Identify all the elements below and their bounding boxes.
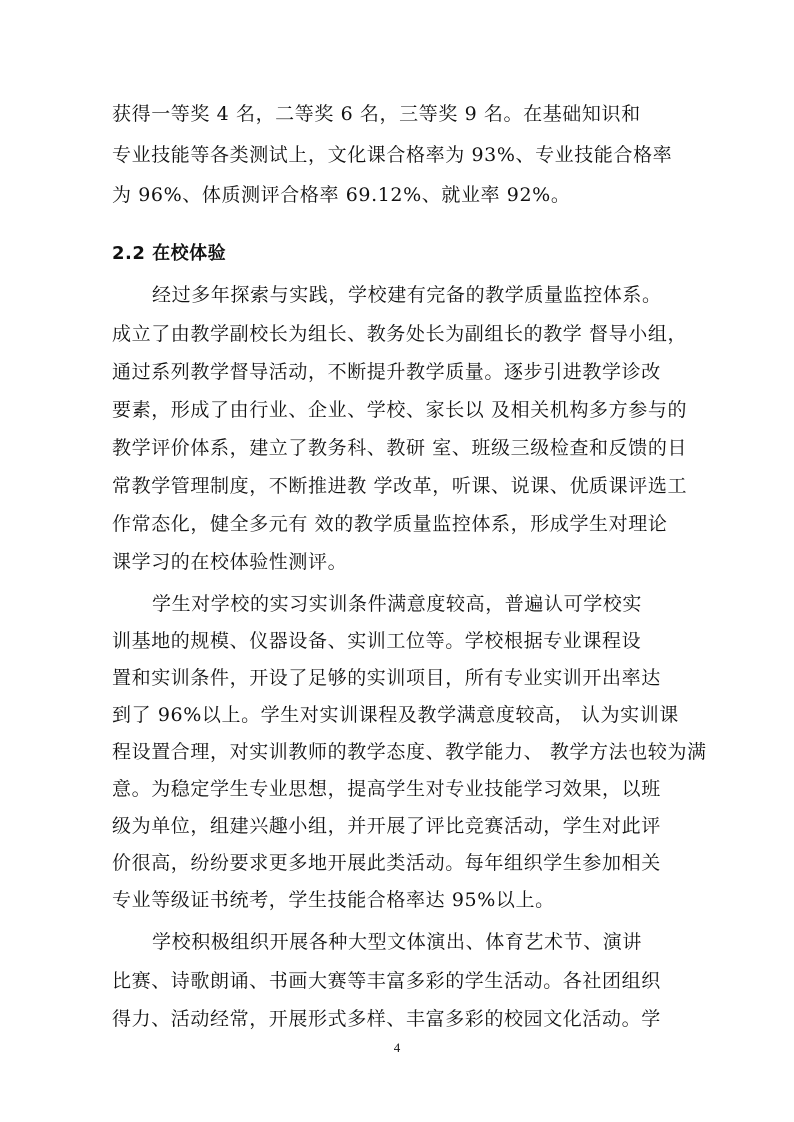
- paragraph-line: 训基地的规模、仪器设备、实训工位等。学校根据专业课程设: [112, 630, 642, 652]
- paragraph-line: 置和实训条件，开设了足够的实训项目，所有专业实训开出率达: [112, 667, 661, 689]
- section-heading: 2.2 在校体验: [112, 243, 227, 264]
- text-line: 专业技能等各类测试上，文化课合格率为 93%、专业技能合格率: [112, 144, 673, 166]
- paragraph-line: 成立了由教学副校长为组长、教务处长为副组长的教学 督导小组，: [112, 323, 688, 345]
- paragraph-line: 要素，形成了由行业、企业、学校、家长以 及相关机构多方参与的: [112, 399, 688, 421]
- paragraph-line: 学生对学校的实习实训条件满意度较高，普遍认可学校实: [152, 593, 643, 615]
- paragraph-line: 课学习的在校体验性测评。: [112, 551, 348, 573]
- paragraph-line: 级为单位，组建兴趣小组，并开展了评比竞赛活动，学生对此评: [112, 815, 661, 837]
- paragraph-line: 比赛、诗歌朗诵、书画大赛等丰富多彩的学生活动。各社团组织: [112, 970, 661, 992]
- paragraph-line: 意。为稳定学生专业思想，提高学生对专业技能学习效果，以班: [112, 778, 661, 800]
- text-line: 为 96%、体质测评合格率 69.12%、就业率 92%。: [112, 184, 571, 206]
- paragraph-line: 常教学管理制度，不断推进教 学改革，听课、说课、优质课评选工: [112, 475, 688, 497]
- paragraph-line: 程设置合理，对实训教师的教学态度、教学能力、 教学方法也较为满: [112, 741, 707, 763]
- page-number: 4: [393, 1040, 401, 1055]
- paragraph-line: 专业等级证书统考，学生技能合格率达 95%以上。: [112, 889, 555, 911]
- paragraph-line: 经过多年探索与实践，学校建有完备的教学质量监控体系。: [152, 284, 662, 306]
- paragraph-line: 学校积极组织开展各种大型文体演出、体育艺术节、演讲: [152, 931, 643, 953]
- paragraph-line: 到了 96%以上。学生对实训课程及教学满意度较高， 认为实训课: [112, 704, 679, 726]
- paragraph-line: 价很高，纷纷要求更多地开展此类活动。每年组织学生参加相关: [112, 852, 661, 874]
- paragraph-line: 通过系列教学督导活动，不断提升教学质量。逐步引进教学诊改: [112, 361, 661, 383]
- paragraph-line: 作常态化，健全多元有 效的教学质量监控体系，形成学生对理论: [112, 513, 668, 535]
- paragraph-line: 得力、活动经常，开展形式多样、丰富多彩的校园文化活动。学: [112, 1008, 661, 1030]
- paragraph-line: 教学评价体系，建立了教务科、教研 室、班级三级检查和反馈的日: [112, 437, 688, 459]
- text-line: 获得一等奖 4 名，二等奖 6 名，三等奖 9 名。在基础知识和: [112, 103, 641, 125]
